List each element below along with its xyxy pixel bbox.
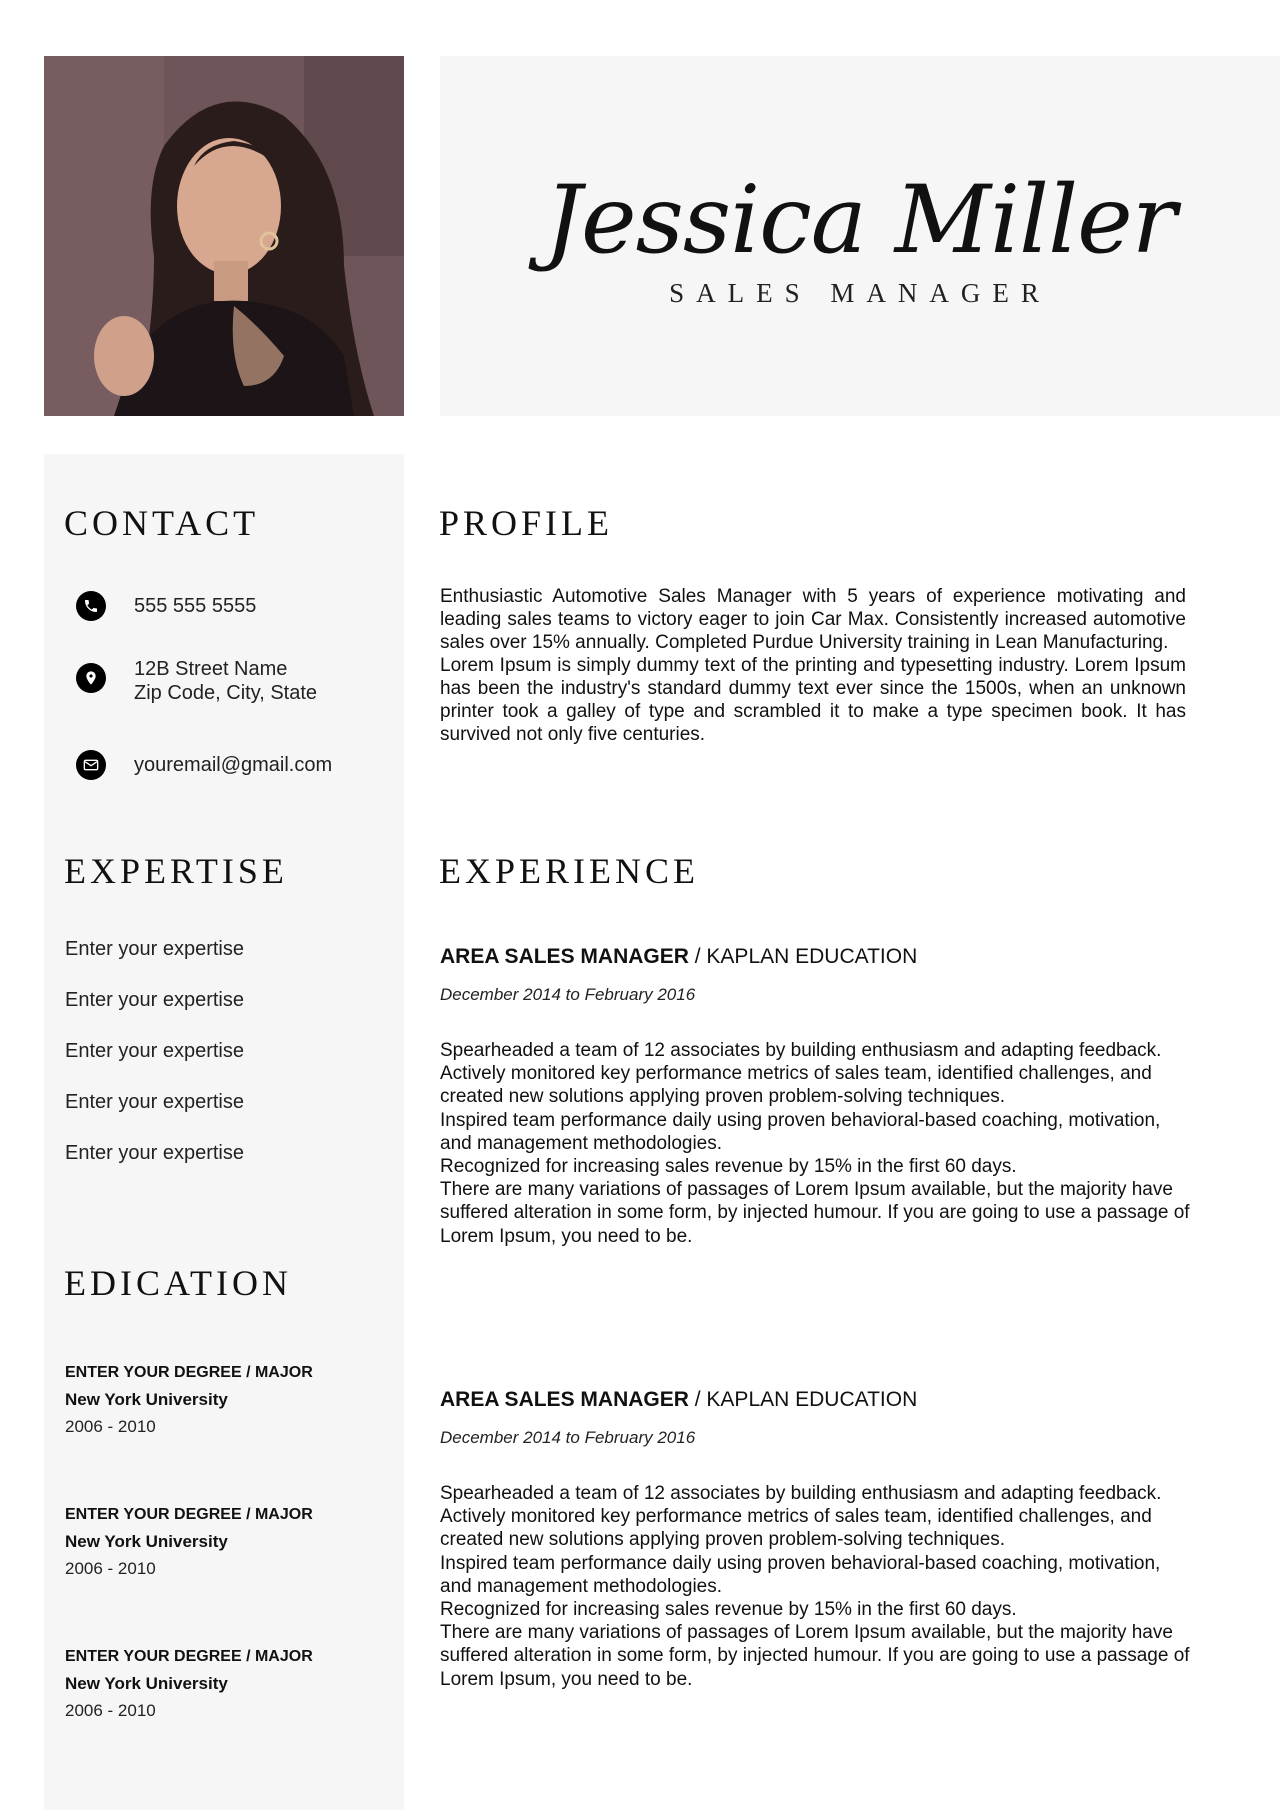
education-school: New York University: [65, 1674, 228, 1693]
job-dates: December 2014 to February 2016: [440, 1428, 696, 1447]
job-responsibilities: [440, 1482, 1190, 1691]
education-years: 2006 - 2010: [65, 1701, 156, 1720]
education-entry: [65, 1359, 313, 1440]
contact-address-row: [76, 658, 318, 705]
sidebar: [44, 454, 404, 1810]
job-title: AREA SALES MANAGER: [440, 1388, 689, 1411]
education-degree: ENTER YOUR DEGREE / MAJOR: [65, 1506, 313, 1523]
expertise-item: Enter your expertise: [65, 1091, 244, 1113]
experience-heading: EXPERIENCE: [439, 851, 699, 891]
contact-phone-row: [76, 591, 256, 621]
job-separator: /: [688, 945, 707, 968]
profile-paragraph: Lorem Ipsum is simply dummy text of the printing and typesetting industry. Lorem Ipsum has been the industry's standard dummy text ever since the 1500s, when an unknown printer took a galley of type and scrambled it to make a type specimen book. It has survived not only five centuries.: [440, 655, 1186, 745]
phone-number: 555 555 5555: [134, 595, 257, 617]
job-dates: December 2014 to February 2016: [440, 985, 696, 1004]
job-bullet: Spearheaded a team of 12 associates by building enthusiasm and adapting feedback.: [440, 1040, 1162, 1061]
phone-icon: [76, 591, 106, 621]
job-heading: [440, 945, 917, 969]
job-bullet: Actively monitored key performance metrics of sales team, identified challenges, and created new solutions applying proven problem-solving techniques.: [440, 1506, 1152, 1551]
portrait-illustration: [44, 56, 404, 416]
address-line-2: Zip Code, City, State: [134, 682, 318, 704]
job-bullet: Inspired team performance daily using proven behavioral-based coaching, motivation, and management methodologies.: [440, 1552, 1161, 1597]
candidate-role: SALES MANAGER: [669, 278, 1051, 308]
education-years: 2006 - 2010: [65, 1417, 156, 1436]
address: [134, 657, 317, 705]
profile-heading: PROFILE: [439, 503, 614, 543]
job-bullet: Actively monitored key performance metrics of sales team, identified challenges, and created new solutions applying proven problem-solving techniques.: [440, 1063, 1152, 1108]
header-panel: [440, 56, 1280, 416]
education-entry: [65, 1501, 313, 1582]
education-entry: [65, 1643, 313, 1724]
education-degree: ENTER YOUR DEGREE / MAJOR: [65, 1364, 313, 1381]
expertise-item: Enter your expertise: [65, 938, 244, 960]
email-icon: [76, 750, 106, 780]
job-title: AREA SALES MANAGER: [440, 945, 689, 968]
job-responsibilities: [440, 1039, 1190, 1248]
email-address[interactable]: youremail@gmail.com: [134, 754, 333, 776]
job-heading: [440, 1388, 917, 1412]
education-school: New York University: [65, 1390, 228, 1409]
candidate-name: Jessica Miller: [544, 166, 1176, 275]
job-company: KAPLAN EDUCATION: [706, 945, 918, 968]
job-bullet: There are many variations of passages of Lorem Ipsum available, but the majority have suffered alteration in some form, by injected humour. If you are going to use a passage of Lorem Ipsum, you need to be.: [440, 1179, 1190, 1247]
address-line-1: 12B Street Name: [134, 658, 288, 680]
expertise-item: Enter your expertise: [65, 1040, 244, 1062]
education-degree: ENTER YOUR DEGREE / MAJOR: [65, 1648, 313, 1665]
job-bullet: Recognized for increasing sales revenue by 15% in the first 60 days.: [440, 1156, 1017, 1178]
contact-heading: CONTACT: [64, 503, 260, 543]
job-bullet: Inspired team performance daily using proven behavioral-based coaching, motivation, and management methodologies.: [440, 1109, 1161, 1154]
profile-paragraph: Enthusiastic Automotive Sales Manager with 5 years of experience motivating and leading sales teams to victory eager to join Car Max. Consistently increased automotive sales over 15% annually. Completed Purdue University training in Lean Manufacturing.: [440, 586, 1186, 653]
job-bullet: There are many variations of passages of Lorem Ipsum available, but the majority have suffered alteration in some form, by injected humour. If you are going to use a passage of Lorem Ipsum, you need to be.: [440, 1622, 1190, 1690]
education-years: 2006 - 2010: [65, 1559, 156, 1578]
expertise-item: Enter your expertise: [65, 989, 244, 1011]
education-heading: EDICATION: [64, 1263, 292, 1303]
contact-email-row: [76, 750, 332, 780]
job-company: KAPLAN EDUCATION: [706, 1388, 918, 1411]
expertise-item: Enter your expertise: [65, 1142, 244, 1164]
expertise-heading: EXPERTISE: [64, 851, 288, 891]
job-separator: /: [688, 1388, 707, 1411]
location-pin-icon: [76, 663, 106, 693]
profile-photo: [44, 56, 404, 416]
job-bullet: Spearheaded a team of 12 associates by building enthusiasm and adapting feedback.: [440, 1483, 1162, 1504]
profile-summary: [440, 585, 1186, 746]
education-school: New York University: [65, 1532, 228, 1551]
job-bullet: Recognized for increasing sales revenue by 15% in the first 60 days.: [440, 1599, 1017, 1621]
